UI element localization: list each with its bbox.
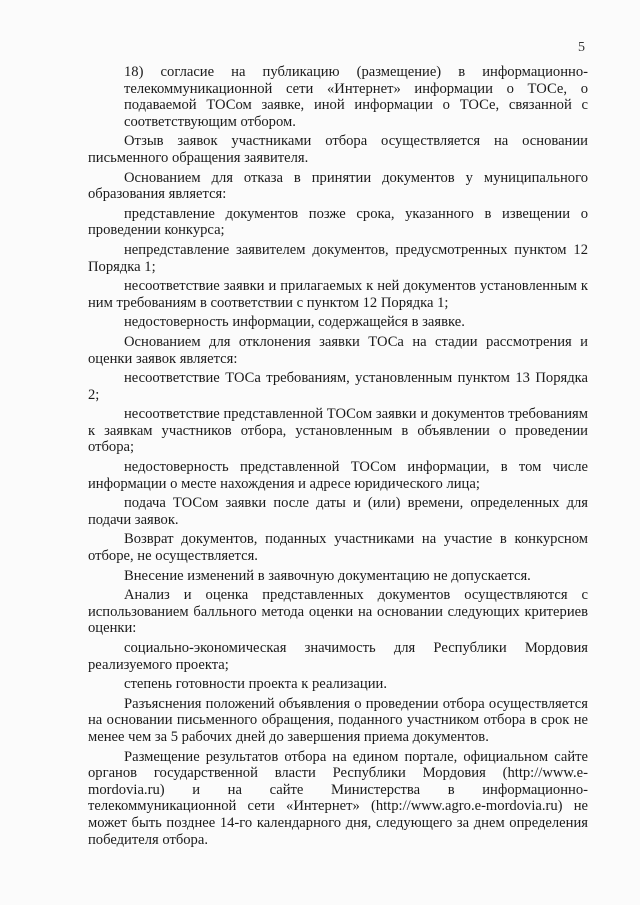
paragraph: представление документов позже срока, указанного в извещении о проведении конкурса; (88, 205, 588, 239)
paragraph: Основанием для отклонения заявки ТОСа на стадии рассмотрения и оценки заявок является: (88, 333, 588, 367)
paragraph: несоответствие заявки и прилагаемых к ней документов установленным к ним требованиям в соответствии с пунктом 12 Порядка 1; (88, 278, 588, 311)
paragraph: непредставление заявителем документов, предусмотренных пунктом 12 Порядка 1; (88, 241, 588, 275)
paragraph-item-18: 18) согласие на публикацию (размещение) в информационно-телекоммуникационной сети «Интернет» информации о ТОСе, о подаваемой ТОСом заявке, иной информации о ТОСе, связанной с соответствующим отбором. (124, 64, 588, 130)
paragraph: Анализ и оценка представленных документов осуществляются с использованием балльного метода оценки на основании следующих критериев оценки: (88, 587, 588, 637)
paragraph: Отзыв заявок участниками отбора осуществляется на основании письменного обращения заявителя. (88, 133, 588, 166)
paragraph: степень готовности проекта к реализации. (124, 676, 387, 693)
paragraph: Возврат документов, поданных участниками на участие в конкурсном отборе, не осуществляется. (88, 531, 588, 565)
paragraph: недостоверность информации, содержащейся в заявке. (124, 314, 465, 331)
paragraph: несоответствие представленной ТОСом заявки и документов требованиям к заявкам участников отбора, установленным в объявлении о проведении отбора; (88, 406, 588, 456)
paragraph: недостоверность представленной ТОСом информации, в том числе информации о месте нахождения и адресе юридического лица; (88, 459, 588, 492)
paragraph: подача ТОСом заявки после даты и (или) времени, определенных для подачи заявок. (88, 495, 588, 528)
paragraph: Разъяснения положений объявления о проведении отбора осуществляется на основании письменного обращения, поданного участником отбора в срок не менее чем за 5 рабочих дней до завершения приема документов. (88, 695, 588, 745)
paragraph: Размещение результатов отбора на едином портале, официальном сайте органов государственной власти Республики Мордовия (http://www.e-mordovia.ru) и на сайте Министерства в информационно-телекоммуникационной сети «Интернет» (http://www.agro.e-mordovia.ru) не может быть позднее 14-го календарного дня, следующего за днем определения победителя отбора. (88, 748, 588, 848)
paragraph: Основанием для отказа в принятии документов у муниципального образования является: (88, 169, 588, 203)
paragraph: несоответствие ТОСа требованиям, установленным пунктом 13 Порядка 2; (88, 370, 588, 403)
paragraph: социально-экономическая значимость для Республики Мордовия реализуемого проекта; (88, 640, 588, 673)
paragraph: Внесение изменений в заявочную документацию не допускается. (124, 567, 531, 584)
document-body (88, 64, 588, 851)
page-number: 5 (578, 40, 585, 55)
